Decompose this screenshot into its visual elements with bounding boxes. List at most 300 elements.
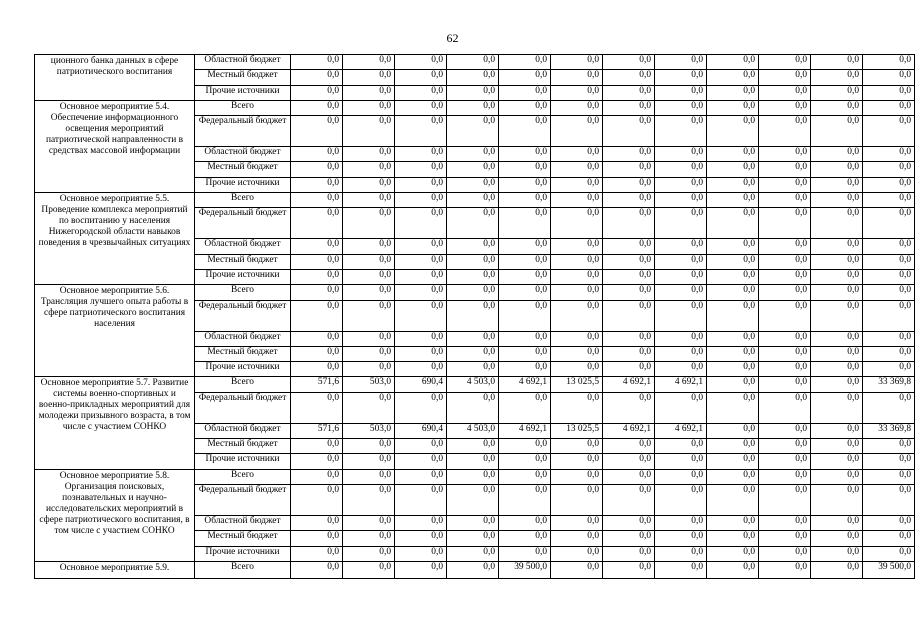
amount-cell: 0,0 [707, 300, 759, 331]
amount-cell: 0,0 [499, 546, 551, 561]
funding-source-cell: Местный бюджет [195, 439, 291, 454]
table-row [35, 561, 915, 578]
funding-source-cell: Всего [195, 377, 291, 392]
amount-cell: 0,0 [603, 439, 655, 454]
amount-cell: 0,0 [499, 193, 551, 208]
amount-cell: 0,0 [447, 300, 499, 331]
amount-cell: 0,0 [655, 331, 707, 346]
amount-cell: 0,0 [551, 300, 603, 331]
amount-cell: 0,0 [655, 269, 707, 284]
amount-cell: 0,0 [707, 439, 759, 454]
amount-cell: 0,0 [759, 531, 811, 546]
amount-cell: 0,0 [447, 515, 499, 530]
amount-cell: 0,0 [759, 362, 811, 377]
amount-cell: 0,0 [707, 285, 759, 300]
amount-cell: 0,0 [395, 346, 447, 361]
amount-cell: 0,0 [811, 423, 863, 438]
amount-cell: 0,0 [499, 177, 551, 192]
amount-cell: 33 369,8 [863, 377, 915, 392]
amount-cell: 4 503,0 [447, 377, 499, 392]
amount-cell: 0,0 [291, 285, 343, 300]
amount-cell: 0,0 [759, 239, 811, 254]
amount-cell: 0,0 [395, 531, 447, 546]
amount-cell: 0,0 [291, 454, 343, 469]
amount-cell: 0,0 [759, 515, 811, 530]
amount-cell: 0,0 [291, 147, 343, 162]
amount-cell: 0,0 [551, 177, 603, 192]
amount-cell: 0,0 [759, 346, 811, 361]
amount-cell: 0,0 [707, 162, 759, 177]
funding-source-cell: Прочие источники [195, 546, 291, 561]
funding-source-cell: Прочие источники [195, 362, 291, 377]
table-row [35, 55, 915, 70]
amount-cell: 0,0 [863, 193, 915, 208]
amount-cell: 13 025,5 [551, 377, 603, 392]
amount-cell: 0,0 [655, 55, 707, 70]
amount-cell: 0,0 [759, 208, 811, 239]
amount-cell: 0,0 [603, 193, 655, 208]
amount-cell: 0,0 [551, 85, 603, 100]
funding-source-cell: Прочие источники [195, 177, 291, 192]
amount-cell: 0,0 [395, 561, 447, 578]
amount-cell: 0,0 [811, 300, 863, 331]
amount-cell: 0,0 [603, 162, 655, 177]
amount-cell: 0,0 [603, 546, 655, 561]
amount-cell: 0,0 [603, 300, 655, 331]
funding-source-cell: Областной бюджет [195, 331, 291, 346]
amount-cell: 0,0 [603, 362, 655, 377]
amount-cell: 0,0 [811, 531, 863, 546]
amount-cell: 0,0 [707, 484, 759, 515]
amount-cell: 0,0 [291, 546, 343, 561]
amount-cell: 0,0 [863, 254, 915, 269]
amount-cell: 0,0 [343, 531, 395, 546]
amount-cell: 0,0 [499, 346, 551, 361]
amount-cell: 0,0 [759, 392, 811, 423]
amount-cell: 0,0 [343, 116, 395, 147]
amount-cell: 0,0 [343, 454, 395, 469]
amount-cell: 0,0 [759, 85, 811, 100]
amount-cell: 0,0 [395, 469, 447, 484]
amount-cell: 0,0 [759, 484, 811, 515]
amount-cell: 0,0 [499, 208, 551, 239]
amount-cell: 0,0 [655, 285, 707, 300]
amount-cell: 0,0 [395, 331, 447, 346]
amount-cell: 0,0 [291, 484, 343, 515]
amount-cell: 0,0 [603, 85, 655, 100]
funding-source-cell: Всего [195, 561, 291, 578]
amount-cell: 0,0 [655, 162, 707, 177]
amount-cell: 0,0 [551, 515, 603, 530]
amount-cell: 0,0 [447, 193, 499, 208]
amount-cell: 0,0 [603, 55, 655, 70]
amount-cell: 0,0 [863, 147, 915, 162]
amount-cell: 0,0 [707, 55, 759, 70]
amount-cell: 0,0 [603, 147, 655, 162]
amount-cell: 0,0 [343, 193, 395, 208]
amount-cell: 0,0 [447, 546, 499, 561]
amount-cell: 0,0 [655, 85, 707, 100]
amount-cell: 0,0 [759, 546, 811, 561]
amount-cell: 0,0 [291, 392, 343, 423]
amount-cell: 0,0 [863, 546, 915, 561]
amount-cell: 0,0 [811, 546, 863, 561]
amount-cell: 0,0 [655, 239, 707, 254]
amount-cell: 0,0 [447, 239, 499, 254]
amount-cell: 0,0 [811, 331, 863, 346]
amount-cell: 0,0 [291, 346, 343, 361]
amount-cell: 0,0 [863, 454, 915, 469]
amount-cell: 0,0 [447, 469, 499, 484]
amount-cell: 39 500,0 [863, 561, 915, 578]
amount-cell: 0,0 [499, 70, 551, 85]
funding-source-cell: Областной бюджет [195, 55, 291, 70]
amount-cell: 0,0 [551, 454, 603, 469]
funding-source-cell: Местный бюджет [195, 254, 291, 269]
amount-cell: 0,0 [707, 100, 759, 115]
amount-cell: 0,0 [499, 55, 551, 70]
amount-cell: 0,0 [707, 147, 759, 162]
amount-cell: 0,0 [395, 70, 447, 85]
amount-cell: 0,0 [655, 469, 707, 484]
funding-source-cell: Всего [195, 100, 291, 115]
funding-source-cell: Всего [195, 193, 291, 208]
amount-cell: 0,0 [811, 377, 863, 392]
amount-cell: 39 500,0 [499, 561, 551, 578]
amount-cell: 0,0 [759, 561, 811, 578]
amount-cell: 0,0 [707, 70, 759, 85]
amount-cell: 4 692,1 [655, 423, 707, 438]
amount-cell: 0,0 [811, 515, 863, 530]
measure-name-cell: Основное мероприятие 5.8. Организация поисковых, познавательных и научно-исследовательских мероприятий в сфере патриотического воспитания, в том числе с участием СОНКО [35, 469, 195, 561]
amount-cell: 0,0 [655, 515, 707, 530]
amount-cell: 0,0 [551, 469, 603, 484]
funding-source-cell: Местный бюджет [195, 531, 291, 546]
amount-cell: 0,0 [603, 269, 655, 284]
amount-cell: 0,0 [447, 100, 499, 115]
amount-cell: 0,0 [655, 177, 707, 192]
amount-cell: 0,0 [447, 346, 499, 361]
amount-cell: 0,0 [551, 531, 603, 546]
amount-cell: 0,0 [447, 285, 499, 300]
amount-cell: 0,0 [863, 346, 915, 361]
amount-cell: 0,0 [499, 269, 551, 284]
amount-cell: 0,0 [343, 469, 395, 484]
amount-cell: 0,0 [759, 147, 811, 162]
amount-cell: 0,0 [655, 561, 707, 578]
amount-cell: 0,0 [551, 239, 603, 254]
funding-source-cell: Местный бюджет [195, 346, 291, 361]
amount-cell: 0,0 [551, 100, 603, 115]
amount-cell: 0,0 [499, 300, 551, 331]
amount-cell: 0,0 [707, 515, 759, 530]
amount-cell: 0,0 [551, 546, 603, 561]
funding-source-cell: Областной бюджет [195, 147, 291, 162]
amount-cell: 4 692,1 [603, 377, 655, 392]
amount-cell: 0,0 [863, 70, 915, 85]
amount-cell: 0,0 [655, 346, 707, 361]
amount-cell: 0,0 [291, 331, 343, 346]
amount-cell: 0,0 [447, 55, 499, 70]
amount-cell: 0,0 [863, 269, 915, 284]
amount-cell: 0,0 [759, 100, 811, 115]
amount-cell: 690,4 [395, 423, 447, 438]
amount-cell: 0,0 [291, 208, 343, 239]
amount-cell: 0,0 [343, 100, 395, 115]
amount-cell: 0,0 [707, 331, 759, 346]
amount-cell: 0,0 [343, 515, 395, 530]
amount-cell: 0,0 [343, 346, 395, 361]
amount-cell: 571,6 [291, 377, 343, 392]
amount-cell: 0,0 [759, 116, 811, 147]
amount-cell: 0,0 [499, 484, 551, 515]
amount-cell: 0,0 [759, 377, 811, 392]
amount-cell: 0,0 [343, 70, 395, 85]
amount-cell: 0,0 [863, 531, 915, 546]
amount-cell: 0,0 [499, 515, 551, 530]
amount-cell: 0,0 [863, 116, 915, 147]
amount-cell: 0,0 [603, 177, 655, 192]
amount-cell: 0,0 [551, 362, 603, 377]
amount-cell: 0,0 [551, 269, 603, 284]
amount-cell: 0,0 [551, 561, 603, 578]
amount-cell: 0,0 [447, 269, 499, 284]
funding-source-cell: Всего [195, 285, 291, 300]
amount-cell: 0,0 [759, 454, 811, 469]
amount-cell: 0,0 [655, 254, 707, 269]
amount-cell: 0,0 [603, 346, 655, 361]
amount-cell: 0,0 [395, 484, 447, 515]
amount-cell: 0,0 [655, 546, 707, 561]
amount-cell: 0,0 [811, 362, 863, 377]
amount-cell: 0,0 [343, 147, 395, 162]
amount-cell: 0,0 [811, 162, 863, 177]
amount-cell: 33 369,8 [863, 423, 915, 438]
funding-source-cell: Областной бюджет [195, 239, 291, 254]
amount-cell: 4 503,0 [447, 423, 499, 438]
amount-cell: 0,0 [291, 177, 343, 192]
amount-cell: 0,0 [707, 177, 759, 192]
amount-cell: 0,0 [447, 70, 499, 85]
amount-cell: 0,0 [759, 423, 811, 438]
amount-cell: 0,0 [707, 346, 759, 361]
amount-cell: 0,0 [343, 285, 395, 300]
amount-cell: 0,0 [291, 515, 343, 530]
amount-cell: 0,0 [811, 55, 863, 70]
amount-cell: 0,0 [395, 254, 447, 269]
amount-cell: 0,0 [551, 70, 603, 85]
amount-cell: 0,0 [759, 177, 811, 192]
amount-cell: 0,0 [291, 100, 343, 115]
amount-cell: 0,0 [759, 193, 811, 208]
amount-cell: 0,0 [655, 70, 707, 85]
amount-cell: 0,0 [811, 439, 863, 454]
amount-cell: 0,0 [759, 55, 811, 70]
amount-cell: 0,0 [447, 561, 499, 578]
amount-cell: 0,0 [707, 423, 759, 438]
page-number: 62 [446, 31, 459, 45]
amount-cell: 0,0 [395, 392, 447, 423]
amount-cell: 0,0 [395, 362, 447, 377]
amount-cell: 0,0 [759, 300, 811, 331]
amount-cell: 0,0 [603, 531, 655, 546]
amount-cell: 0,0 [343, 239, 395, 254]
amount-cell: 0,0 [499, 85, 551, 100]
amount-cell: 0,0 [603, 116, 655, 147]
amount-cell: 0,0 [707, 254, 759, 269]
amount-cell: 0,0 [499, 331, 551, 346]
amount-cell: 0,0 [655, 362, 707, 377]
amount-cell: 0,0 [291, 362, 343, 377]
funding-source-cell: Федеральный бюджет [195, 208, 291, 239]
amount-cell: 0,0 [395, 193, 447, 208]
amount-cell: 0,0 [551, 346, 603, 361]
amount-cell: 0,0 [811, 85, 863, 100]
amount-cell: 0,0 [603, 469, 655, 484]
amount-cell: 0,0 [395, 208, 447, 239]
amount-cell: 0,0 [447, 254, 499, 269]
amount-cell: 0,0 [811, 193, 863, 208]
amount-cell: 0,0 [343, 439, 395, 454]
amount-cell: 0,0 [395, 454, 447, 469]
amount-cell: 690,4 [395, 377, 447, 392]
amount-cell: 0,0 [395, 100, 447, 115]
amount-cell: 0,0 [707, 239, 759, 254]
amount-cell: 0,0 [499, 454, 551, 469]
amount-cell: 0,0 [551, 55, 603, 70]
amount-cell: 0,0 [707, 193, 759, 208]
amount-cell: 0,0 [551, 193, 603, 208]
amount-cell: 0,0 [603, 239, 655, 254]
amount-cell: 0,0 [291, 70, 343, 85]
amount-cell: 503,0 [343, 423, 395, 438]
amount-cell: 0,0 [655, 193, 707, 208]
amount-cell: 0,0 [759, 331, 811, 346]
measure-name-cell: ционного банка данных в сфере патриотического воспитания [35, 55, 195, 101]
amount-cell: 0,0 [811, 346, 863, 361]
amount-cell: 0,0 [447, 362, 499, 377]
amount-cell: 0,0 [499, 254, 551, 269]
amount-cell: 0,0 [863, 392, 915, 423]
amount-cell: 0,0 [395, 147, 447, 162]
amount-cell: 0,0 [863, 484, 915, 515]
amount-cell: 0,0 [811, 561, 863, 578]
amount-cell: 0,0 [707, 269, 759, 284]
amount-cell: 0,0 [707, 85, 759, 100]
amount-cell: 0,0 [343, 546, 395, 561]
amount-cell: 0,0 [811, 484, 863, 515]
amount-cell: 503,0 [343, 377, 395, 392]
amount-cell: 0,0 [655, 392, 707, 423]
measure-name-cell: Основное мероприятие 5.7. Развитие системы военно-спортивных и военно-прикладных мероприятий для молодежи призывного возраста, в том числе с участием СОНКО [35, 377, 195, 469]
measure-name-cell: Основное мероприятие 5.4. Обеспечение информационного освещения мероприятий патриотической направленности в средствах массовой информации [35, 100, 195, 192]
amount-cell: 0,0 [291, 439, 343, 454]
amount-cell: 0,0 [291, 531, 343, 546]
amount-cell: 0,0 [863, 331, 915, 346]
amount-cell: 0,0 [291, 269, 343, 284]
table-row [35, 100, 915, 115]
amount-cell: 0,0 [395, 85, 447, 100]
funding-source-cell: Прочие источники [195, 269, 291, 284]
amount-cell: 0,0 [499, 162, 551, 177]
amount-cell: 0,0 [759, 70, 811, 85]
amount-cell: 0,0 [551, 116, 603, 147]
amount-cell: 0,0 [707, 362, 759, 377]
amount-cell: 0,0 [499, 469, 551, 484]
amount-cell: 0,0 [707, 208, 759, 239]
amount-cell: 0,0 [499, 531, 551, 546]
amount-cell: 0,0 [811, 254, 863, 269]
budget-table [34, 54, 915, 579]
amount-cell: 0,0 [863, 177, 915, 192]
amount-cell: 0,0 [343, 254, 395, 269]
amount-cell: 0,0 [343, 85, 395, 100]
amount-cell: 0,0 [707, 469, 759, 484]
amount-cell: 0,0 [811, 177, 863, 192]
amount-cell: 0,0 [291, 300, 343, 331]
amount-cell: 0,0 [655, 208, 707, 239]
amount-cell: 0,0 [707, 546, 759, 561]
funding-source-cell: Федеральный бюджет [195, 484, 291, 515]
amount-cell: 0,0 [863, 239, 915, 254]
funding-source-cell: Федеральный бюджет [195, 300, 291, 331]
amount-cell: 0,0 [759, 285, 811, 300]
amount-cell: 0,0 [291, 239, 343, 254]
amount-cell: 0,0 [499, 239, 551, 254]
amount-cell: 0,0 [811, 239, 863, 254]
amount-cell: 0,0 [759, 469, 811, 484]
amount-cell: 0,0 [759, 254, 811, 269]
amount-cell: 0,0 [447, 439, 499, 454]
funding-source-cell: Федеральный бюджет [195, 116, 291, 147]
amount-cell: 0,0 [603, 392, 655, 423]
amount-cell: 0,0 [863, 85, 915, 100]
funding-source-cell: Местный бюджет [195, 70, 291, 85]
amount-cell: 0,0 [603, 484, 655, 515]
amount-cell: 0,0 [655, 439, 707, 454]
amount-cell: 4 692,1 [499, 377, 551, 392]
amount-cell: 0,0 [447, 147, 499, 162]
amount-cell: 0,0 [863, 100, 915, 115]
amount-cell: 0,0 [343, 392, 395, 423]
budget-table-body [35, 55, 915, 579]
amount-cell: 0,0 [291, 85, 343, 100]
amount-cell: 0,0 [447, 484, 499, 515]
amount-cell: 0,0 [291, 254, 343, 269]
amount-cell: 0,0 [395, 439, 447, 454]
table-row [35, 193, 915, 208]
amount-cell: 0,0 [395, 515, 447, 530]
amount-cell: 0,0 [811, 269, 863, 284]
amount-cell: 0,0 [499, 100, 551, 115]
amount-cell: 0,0 [343, 484, 395, 515]
amount-cell: 0,0 [811, 100, 863, 115]
amount-cell: 0,0 [499, 392, 551, 423]
amount-cell: 0,0 [655, 454, 707, 469]
funding-source-cell: Прочие источники [195, 85, 291, 100]
amount-cell: 0,0 [551, 392, 603, 423]
amount-cell: 0,0 [811, 285, 863, 300]
amount-cell: 4 692,1 [499, 423, 551, 438]
amount-cell: 0,0 [603, 454, 655, 469]
amount-cell: 0,0 [811, 454, 863, 469]
funding-source-cell: Местный бюджет [195, 162, 291, 177]
amount-cell: 0,0 [655, 300, 707, 331]
amount-cell: 0,0 [343, 162, 395, 177]
amount-cell: 4 692,1 [655, 377, 707, 392]
measure-name-cell: Основное мероприятие 5.5. Проведение комплекса мероприятий по воспитанию у населения Нижегородской области навыков поведения в чрезвычайных ситуациях [35, 193, 195, 285]
amount-cell: 0,0 [551, 439, 603, 454]
